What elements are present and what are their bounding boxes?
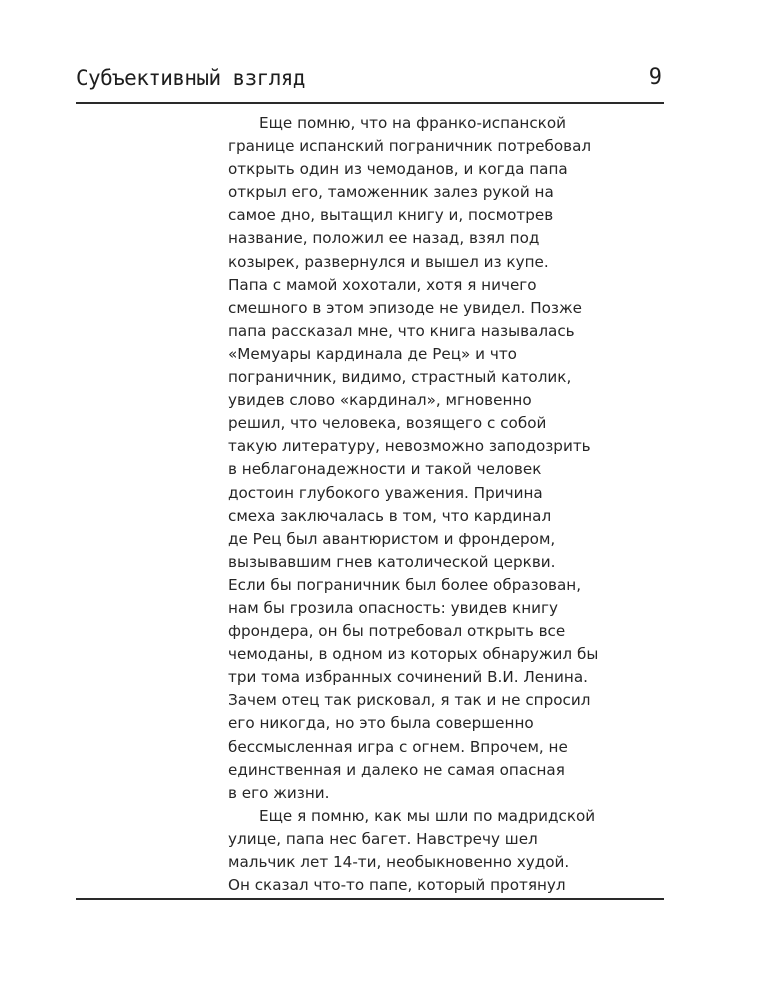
- text-line: «Мемуары кардинала де Рец» и что: [228, 344, 517, 363]
- text-line: увидев слово «кардинал», мгновенно: [228, 391, 532, 410]
- text-line: вызывавшим гнев католической церкви.: [228, 552, 556, 571]
- text-line: смешного в этом эпизоде не увидел. Позже: [228, 298, 583, 317]
- text-line: Он сказал что-то папе, который протянул: [228, 876, 566, 895]
- text-line: Если бы пограничник был более образован,: [228, 575, 582, 594]
- text-line: границе испанский пограничник потребовал: [228, 137, 592, 156]
- text-line: бессмысленная игра с огнем. Впрочем, не: [228, 737, 568, 756]
- text-line: единственная и далеко не самая опасная: [228, 760, 565, 779]
- text-line: решил, что человека, возящего с собой: [228, 414, 547, 433]
- text-line: папа рассказал мне, что книга называлась: [228, 321, 575, 340]
- body-text: [228, 112, 668, 897]
- page-number: 9: [648, 65, 662, 90]
- header-rule: [76, 102, 664, 104]
- text-line: фрондера, он бы потребовал открыть все: [228, 622, 566, 641]
- text-line: смеха заключалась в том, что кардинал: [228, 506, 552, 525]
- text-line: достоин глубокого уважения. Причина: [228, 483, 543, 502]
- footer-rule: [76, 898, 664, 900]
- running-header-title: Субъективный взгляд: [76, 66, 305, 90]
- text-line: название, положил ее назад, взял под: [228, 229, 540, 248]
- text-line: нам бы грозила опасность: увидев книгу: [228, 598, 558, 617]
- text-line: в его жизни.: [228, 783, 330, 802]
- text-line: самое дно, вытащил книгу и, посмотрев: [228, 206, 554, 225]
- paragraph-first-line: Еще я помню, как мы шли по мадридской: [259, 806, 596, 825]
- text-line: улице, папа нес багет. Навстречу шел: [228, 829, 538, 848]
- text-line: три тома избранных сочинений В.И. Ленина.: [228, 668, 588, 687]
- running-header: [76, 60, 664, 100]
- text-line: Зачем отец так рисковал, я так и не спросил: [228, 691, 591, 710]
- text-line: козырек, развернулся и вышел из купе.: [228, 252, 549, 271]
- text-line: мальчик лет 14-ти, необыкновенно худой.: [228, 853, 570, 871]
- text-line: пограничник, видимо, страстный католик,: [228, 368, 572, 387]
- text-line: чемоданы, в одном из которых обнаружил бы: [228, 645, 599, 664]
- text-line: де Рец был авантюристом и фрондером,: [228, 529, 556, 548]
- paragraph-first-line: Еще помню, что на франко-испанской: [259, 114, 567, 132]
- text-line: открыл его, таможенник залез рукой на: [228, 183, 554, 202]
- text-line: в неблагонадежности и такой человек: [228, 460, 542, 479]
- text-line: Папа с мамой хохотали, хотя я ничего: [228, 275, 537, 294]
- text-line: такую литературу, невозможно заподозрить: [228, 437, 591, 456]
- text-line: открыть один из чемоданов, и когда папа: [228, 160, 568, 179]
- text-line: его никогда, но это была совершенно: [228, 714, 534, 733]
